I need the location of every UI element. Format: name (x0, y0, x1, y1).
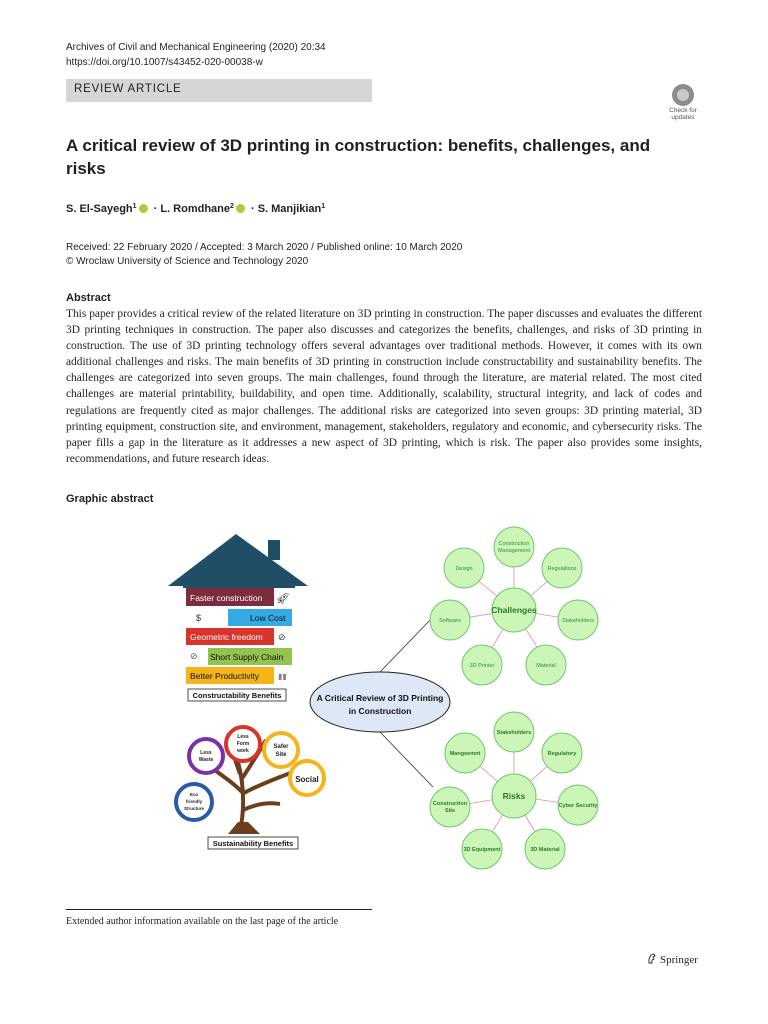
affiliation-mark: 1 (321, 203, 326, 210)
geometry-icon: ⊘ (278, 632, 286, 642)
challenge-node-label: Management (497, 548, 531, 554)
center-label-line2: in Construction (348, 706, 412, 716)
journal-header (66, 40, 326, 70)
doi-link[interactable]: https://doi.org/10.1007/s43452-020-00038-w (66, 57, 263, 68)
graphic-abstract (168, 522, 608, 872)
graphic-abstract-heading: Graphic abstract (66, 493, 154, 505)
benefit-bar (190, 648, 292, 665)
svg-text:Eco: Eco (189, 792, 199, 797)
abstract-heading: Abstract (66, 292, 111, 304)
benefit-bar (186, 588, 290, 606)
roof-eave (183, 585, 295, 588)
publisher-logo (647, 953, 698, 966)
footnote: Extended author information available on the last page of the article (66, 916, 339, 927)
risk-node-label: Site (444, 808, 456, 814)
svg-text:work: work (237, 748, 249, 754)
benefit-label: Faster construction (190, 593, 263, 603)
benefit-bar (186, 609, 292, 626)
rocket-icon: 🚀︎ (276, 593, 290, 605)
risk-node-label: Stakeholders (496, 730, 532, 736)
author-list: S. El-Sayegh$^1$ · L. Romdhane$^2$ · S. Manjikian$^1$ (66, 203, 326, 215)
dates-line: Received: 22 February 2020 / Accepted: 3 March 2020 / Published online: 10 March 2020 (66, 242, 463, 253)
svg-text:Site: Site (275, 752, 287, 758)
benefit-label: Low Cost (250, 613, 286, 623)
risk-node-label: 3D Equipment (463, 847, 501, 853)
author-name: S. Manjikian (257, 203, 322, 215)
affiliation-mark: 2 (230, 203, 234, 210)
chimney (268, 540, 280, 560)
challenge-node-label: 3D Printer (469, 663, 495, 669)
center-label-line1: A Critical Review of 3D Printing (316, 693, 444, 703)
challenge-node-label: Material (536, 663, 556, 669)
risks-center-label: Risks (502, 791, 526, 801)
publisher-name: Springer (660, 954, 698, 966)
challenges-center-label: Challenges (491, 605, 537, 615)
svg-text:Waste: Waste (198, 757, 214, 763)
risk-node-label: Cyber Security (558, 803, 598, 809)
author-name: S. El-Sayegh (66, 203, 133, 215)
author-name: L. Romdhane (160, 203, 230, 215)
publication-dates (66, 241, 462, 269)
house-roof (168, 534, 308, 586)
sustainability-label: Social (295, 775, 319, 784)
article-title: A critical review of 3D printing in construction: benefits, challenges, and risks (66, 136, 651, 178)
center-topic (310, 672, 450, 732)
svg-text:Safer: Safer (273, 744, 289, 750)
constructability-benefits (168, 534, 308, 701)
constructability-caption: Constructability Benefits (192, 691, 282, 700)
footnote-divider (66, 909, 372, 910)
check-updates-label: Check for updates (669, 107, 697, 121)
abstract-text: This paper provides a critical review of the related literature on 3D printing in construction. The paper discusses and evaluates the different 3D printing techniques in construction. The paper also discusses and categorizes the benefits, challenges, and risks of 3D printing in construction. The use of 3D printing technology offers several advantages over traditional methods. However, it comes with its own additional challenges and risks. The main benefits of 3D printing in construction include constructability and sustainability benefits. The challenges are categorized into seven groups. The main challenges, found through the literature, are material related. The most cited challenges are material printability, buildability, and open time. Additionally, scalability, structural integrity, and lack of codes and regulations are frequently cited as major challenges. The additional risks are categorized into seven groups: 3D printing material, 3D printing equipment, construction site, and environment, management, stakeholders, regulatory and economic, and cybersecurity risks. The paper fills a gap in the literature as it addresses a new aspect of 3D printing, which is risk. The paper also provides some insights, recommendations, and future research ideas. (66, 308, 702, 465)
sustainability-benefits (176, 727, 324, 849)
challenge-node-label: Software (439, 618, 461, 624)
challenge-node-label: Construction (498, 541, 530, 547)
benefit-bar (186, 628, 286, 645)
chart-icon: ▮▮ (278, 672, 287, 681)
sustainability-node (264, 733, 298, 767)
orcid-icon[interactable] (139, 204, 148, 213)
sustainability-caption: Sustainability Benefits (212, 839, 294, 848)
check-for-updates-badge[interactable] (664, 84, 702, 124)
risk-node-label: Construction (432, 801, 468, 807)
sustainability-node (189, 739, 223, 773)
article-type-banner (66, 79, 372, 102)
copyright-line: © Wroclaw University of Science and Technology 2020 (66, 256, 309, 267)
orcid-icon[interactable] (236, 204, 245, 213)
svg-text:Less: Less (200, 750, 212, 756)
challenge-node-label: Regulations (547, 566, 577, 572)
benefit-label: Geometric freedom (190, 632, 263, 642)
link-icon: ⊘ (190, 651, 198, 661)
benefit-bar (186, 667, 287, 684)
article-type: REVIEW ARTICLE (74, 83, 182, 95)
risk-node-label: Regulatory (547, 751, 577, 757)
svg-text:Structure: Structure (183, 806, 205, 811)
check-updates-icon (672, 84, 694, 106)
benefit-label: Short Supply Chain (210, 652, 284, 662)
risk-node-label: 3D Material (530, 847, 560, 853)
challenge-node-label: Design (455, 566, 473, 572)
journal-citation: Archives of Civil and Mechanical Engineering (2020) 20:34 (66, 42, 326, 53)
svg-text:friendly: friendly (185, 799, 203, 804)
risk-node-label: Mangeemnt (449, 751, 481, 757)
svg-text:Less: Less (237, 734, 249, 740)
challenge-node-label: Stakeholders (561, 618, 595, 624)
affiliation-mark: 1 (132, 203, 137, 210)
svg-text:Form: Form (236, 741, 250, 747)
springer-horse-icon (647, 953, 657, 964)
dollar-icon: $ (196, 613, 202, 623)
benefit-label: Better Productivity (190, 671, 259, 681)
